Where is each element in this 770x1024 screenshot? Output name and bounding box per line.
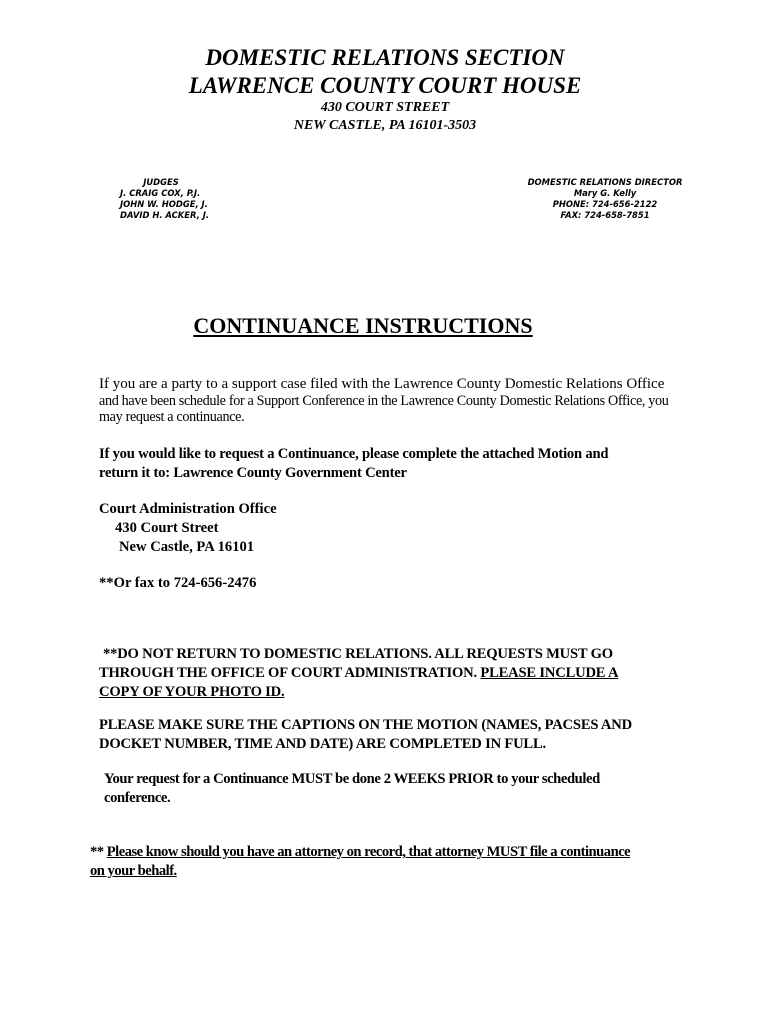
header-city: NEW CASTLE, PA 16101-3503: [293, 118, 477, 133]
captions-paragraph: [99, 716, 749, 754]
attorney-line: [90, 843, 750, 862]
header-section-name: DOMESTIC RELATIONS SECTION: [205, 45, 565, 70]
attorney-text: on your behalf.: [90, 863, 177, 879]
request-line: If you would like to request a Continuance, please complete the attached Motion and: [99, 446, 609, 462]
page-title: CONTINUANCE INSTRUCTIONS: [193, 313, 533, 338]
attorney-text: Please know should you have an attorney on record, that attorney MUST file a continuance: [106, 844, 631, 860]
office-street: 430 Court Street: [115, 520, 219, 536]
request-line: return it to: Lawrence County Government Center: [99, 465, 407, 481]
warning-line: **DO NOT RETURN TO DOMESTIC RELATIONS. ALL REQUESTS MUST GO: [103, 646, 613, 662]
photo-id-notice: PLEASE INCLUDE A: [480, 665, 619, 681]
warning-line: [99, 664, 749, 683]
director-heading: DOMESTIC RELATIONS DIRECTOR: [527, 177, 683, 187]
warning-text: THROUGH THE OFFICE OF COURT ADMINISTRATION.: [99, 665, 481, 681]
captions-line: PLEASE MAKE SURE THE CAPTIONS ON THE MOTION (NAMES, PACSES AND: [99, 717, 632, 733]
office-city: New Castle, PA 16101: [119, 539, 255, 555]
attorney-notice: [90, 843, 750, 881]
judge-name: J. CRAIG COX, P.J.: [120, 188, 201, 198]
attorney-prefix: **: [90, 844, 107, 860]
judges-heading: JUDGES: [143, 177, 179, 187]
photo-id-notice: COPY OF YOUR PHOTO ID.: [99, 684, 285, 700]
intro-line: If you are a party to a support case filed with the Lawrence County Domestic Relations Office: [99, 376, 665, 392]
header-courthouse-name: LAWRENCE COUNTY COURT HOUSE: [188, 73, 582, 98]
captions-line: DOCKET NUMBER, TIME AND DATE) ARE COMPLETED IN FULL.: [99, 736, 546, 752]
intro-line: may request a continuance.: [99, 409, 245, 425]
warning-paragraph: [99, 645, 749, 702]
intro-line: and have been schedule for a Support Conference in the Lawrence County Domestic Relations Office, you: [99, 392, 669, 409]
director-fax: FAX: 724-658-7851: [560, 210, 650, 220]
request-paragraph: [99, 445, 739, 483]
judge-name: DAVID H. ACKER, J.: [120, 210, 210, 220]
director-phone: PHONE: 724-656-2122: [552, 199, 658, 209]
intro-paragraph: [99, 376, 739, 426]
fax-note: **Or fax to 724-656-2476: [99, 575, 257, 591]
deadline-line: conference.: [104, 790, 171, 806]
office-name: Court Administration Office: [99, 501, 277, 517]
header-street: 430 COURT STREET: [320, 100, 450, 115]
director-name: Mary G. Kelly: [573, 188, 637, 198]
judge-name: JOHN W. HODGE, J.: [120, 199, 208, 209]
deadline-line: Your request for a Continuance MUST be done 2 WEEKS PRIOR to your scheduled: [104, 771, 600, 787]
deadline-paragraph: [104, 770, 744, 808]
